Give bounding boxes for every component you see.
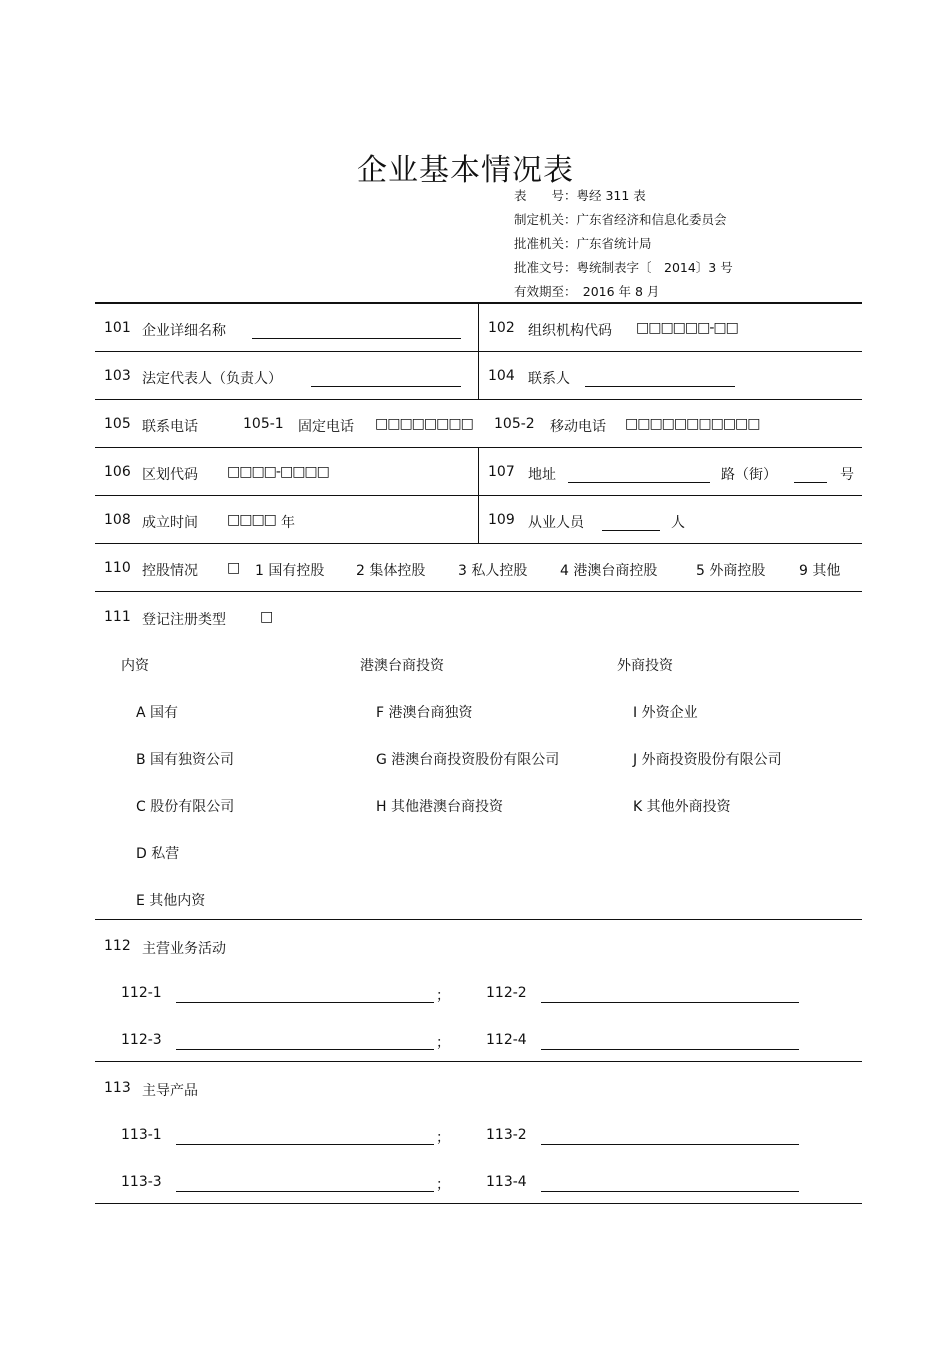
phone-label: 联系电话 — [142, 419, 198, 435]
reg-type-option: H 其他港澳台商投资 — [376, 799, 503, 815]
reg-type-option: G 港澳台商投资股份有限公司 — [376, 752, 560, 768]
row-divider — [95, 1061, 862, 1062]
holding-option: 5 外商控股 — [696, 563, 766, 579]
valid-until: 有效期至： 2016 年 8 月 — [514, 284, 660, 299]
reg-type-option: C 股份有限公司 — [136, 799, 235, 815]
main-business-field[interactable] — [541, 1002, 799, 1003]
org-code-boxes[interactable]: □□□□□□-□□ — [636, 320, 738, 336]
main-product-item-label: 113-4 — [486, 1174, 527, 1190]
company-name-field[interactable] — [252, 338, 461, 339]
main-business-item-label: 112-1 — [121, 985, 162, 1001]
main-business-field[interactable] — [176, 1002, 434, 1003]
hkmt-heading: 港澳台商投资 — [360, 658, 444, 674]
house-number-field[interactable] — [794, 482, 827, 483]
page-title: 企业基本情况表 — [357, 153, 574, 188]
main-business-field[interactable] — [541, 1049, 799, 1050]
code-106: 106 — [104, 464, 131, 480]
main-products-label: 主导产品 — [142, 1083, 198, 1099]
region-code-boxes[interactable]: □□□□-□□□□ — [227, 464, 329, 480]
code-113: 113 — [104, 1080, 131, 1096]
domestic-heading: 内资 — [121, 658, 149, 674]
reg-type-option: F 港澳台商独资 — [376, 705, 473, 721]
code-108: 108 — [104, 512, 131, 528]
column-divider — [478, 447, 479, 543]
main-product-field[interactable] — [541, 1191, 799, 1192]
main-product-field[interactable] — [541, 1144, 799, 1145]
foreign-heading: 外商投资 — [617, 658, 673, 674]
code-102: 102 — [488, 320, 515, 336]
row-divider — [95, 919, 862, 920]
reg-type-label: 登记注册类型 — [142, 612, 226, 628]
row-divider — [95, 543, 862, 544]
main-business-item-label: 112-4 — [486, 1032, 527, 1048]
holding-label: 控股情况 — [142, 563, 198, 579]
holding-option: 2 集体控股 — [356, 563, 426, 579]
founded-label: 成立时间 — [142, 515, 198, 531]
employees-field[interactable] — [602, 530, 660, 531]
main-product-item-label: 113-3 — [121, 1174, 162, 1190]
holding-option: 4 港澳台商控股 — [560, 563, 658, 579]
main-product-field[interactable] — [176, 1144, 434, 1145]
row-divider — [95, 591, 862, 592]
founded-year-boxes[interactable]: □□□□ — [227, 512, 276, 528]
code-104: 104 — [488, 368, 515, 384]
code-107: 107 — [488, 464, 515, 480]
reg-type-checkbox[interactable]: □ — [260, 609, 274, 625]
code-105: 105 — [104, 416, 131, 432]
column-divider — [478, 303, 479, 399]
mobile-phone-boxes[interactable]: □□□□□□□□□□□ — [625, 416, 760, 432]
code-110: 110 — [104, 560, 131, 576]
number-label: 号 — [840, 467, 854, 483]
person-unit: 人 — [671, 515, 685, 531]
separator: ； — [436, 1177, 450, 1193]
main-business-label: 主营业务活动 — [142, 941, 226, 957]
holding-option: 9 其他 — [799, 563, 841, 579]
fixed-phone-boxes[interactable]: □□□□□□□□ — [375, 416, 473, 432]
legal-rep-field[interactable] — [311, 386, 461, 387]
approver: 批准机关：广东省统计局 — [514, 236, 652, 251]
reg-type-option: A 国有 — [136, 705, 179, 721]
address-label: 地址 — [528, 467, 556, 483]
reg-type-option: J 外商投资股份有限公司 — [633, 752, 782, 768]
main-business-field[interactable] — [176, 1049, 434, 1050]
reg-type-option: K 其他外商投资 — [633, 799, 731, 815]
region-code-label: 区划代码 — [142, 467, 198, 483]
issuer: 制定机关：广东省经济和信息化委员会 — [514, 212, 727, 227]
main-product-item-label: 113-2 — [486, 1127, 527, 1143]
road-label: 路（街） — [721, 467, 777, 483]
mobile-phone-label: 移动电话 — [550, 419, 606, 435]
main-product-item-label: 113-1 — [121, 1127, 162, 1143]
org-code-label: 组织机构代码 — [528, 323, 612, 339]
contact-field[interactable] — [585, 386, 735, 387]
reg-type-option: D 私营 — [136, 846, 180, 862]
contact-label: 联系人 — [528, 371, 570, 387]
reg-type-option: E 其他内资 — [136, 893, 206, 909]
code-105-1: 105-1 — [243, 416, 284, 432]
employees-label: 从业人员 — [528, 515, 584, 531]
separator: ； — [436, 1130, 450, 1146]
code-112: 112 — [104, 938, 131, 954]
code-109: 109 — [488, 512, 515, 528]
legal-rep-label: 法定代表人（负责人） — [142, 371, 282, 387]
company-name-label: 企业详细名称 — [142, 323, 226, 339]
holding-option: 1 国有控股 — [255, 563, 325, 579]
holding-option: 3 私人控股 — [458, 563, 528, 579]
main-business-item-label: 112-3 — [121, 1032, 162, 1048]
separator: ； — [436, 988, 450, 1004]
holding-checkbox[interactable]: □ — [227, 560, 241, 576]
fixed-phone-label: 固定电话 — [298, 419, 354, 435]
year-unit: 年 — [281, 515, 295, 531]
code-103: 103 — [104, 368, 131, 384]
code-111: 111 — [104, 609, 131, 625]
reg-type-option: I 外资企业 — [633, 705, 698, 721]
address-field[interactable] — [568, 482, 710, 483]
table-bottom-border — [95, 1203, 862, 1204]
row-divider — [95, 399, 862, 400]
reg-type-option: B 国有独资公司 — [136, 752, 235, 768]
main-product-field[interactable] — [176, 1191, 434, 1192]
code-105-2: 105-2 — [494, 416, 535, 432]
form-number: 表 号：粤经 311 表 — [514, 188, 646, 203]
main-business-item-label: 112-2 — [486, 985, 527, 1001]
code-101: 101 — [104, 320, 131, 336]
separator: ； — [436, 1035, 450, 1051]
approval-doc: 批准文号：粤统制表字〔 2014〕3 号 — [514, 260, 733, 275]
